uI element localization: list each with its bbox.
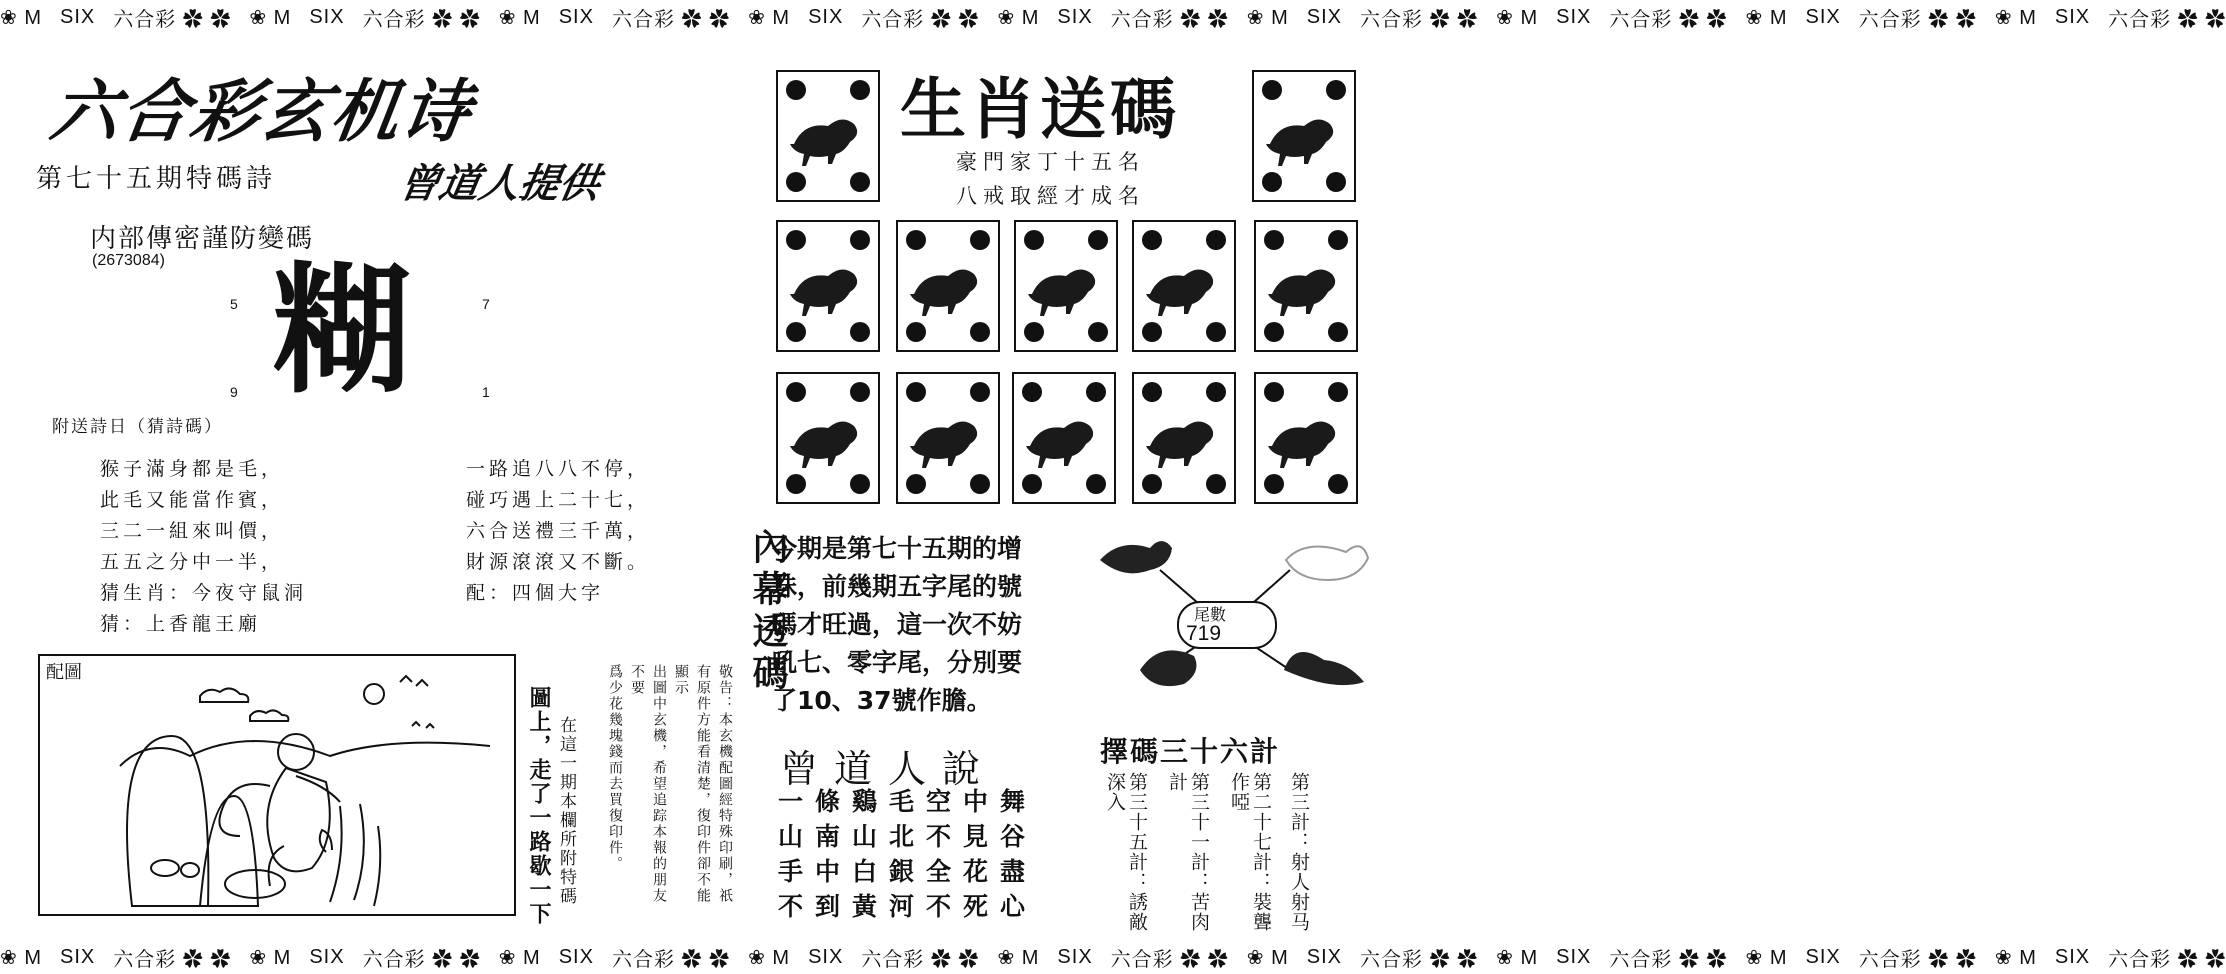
internal-line: 内部傳密謹防變碼 — [90, 224, 315, 254]
poem-line: 三二一組來叫價， — [100, 520, 285, 542]
saying-line: 不到黃河不死心 — [778, 892, 1038, 921]
number-dot — [850, 322, 870, 342]
band-text: 六合彩 ✿ ✿ — [1110, 8, 1229, 31]
band-text: SIX — [1306, 5, 1343, 28]
number-dot — [906, 322, 926, 342]
band-text: 六合彩 ✿ ✿ — [861, 8, 980, 31]
monkey-icon — [908, 408, 988, 468]
number-dot — [850, 382, 870, 402]
story-line: 碼才旺過，這一次不妨 — [772, 610, 1023, 639]
band-text: SIX — [1805, 945, 1841, 968]
story-line: 吼七、零字尾，分別要 — [772, 648, 1023, 677]
zodiac-card — [1132, 220, 1236, 352]
notice-line: 出圖中玄機，希望追踪本報的朋友不要 — [629, 664, 667, 904]
zodiac-card — [1254, 372, 1358, 504]
band-text: SIX — [59, 945, 96, 968]
number-dot — [1328, 322, 1348, 342]
picture-frame — [38, 654, 516, 916]
band-text: ❀ M — [498, 946, 541, 969]
band-text: SIX — [808, 945, 844, 968]
band-text: ❀ M — [748, 6, 791, 29]
corner-number-bottom-left: 9 — [230, 384, 238, 400]
number-dot — [1264, 474, 1284, 494]
band-text: SIX — [1805, 5, 1841, 28]
zodiac-card — [776, 372, 880, 504]
number-dot — [906, 474, 926, 494]
number-dot — [850, 80, 870, 100]
tail-label: 尾數 — [1194, 605, 1227, 624]
band-text: SIX — [2054, 5, 2091, 28]
number-dot — [1142, 382, 1162, 402]
band-text: ❀ M — [1745, 6, 1788, 29]
band-text: ❀ M — [249, 946, 292, 969]
band-text: ❀ M — [1496, 946, 1539, 969]
poem-line: 配：四個大字 — [466, 582, 605, 604]
band-text: 六合彩 ✿ ✿ — [1609, 948, 1728, 971]
band-text: ❀ M — [997, 946, 1040, 969]
band-text: 六合彩 ✿ ✿ — [1360, 948, 1479, 971]
plans-title: 擇碼三十六計 — [1100, 735, 1281, 768]
number-dot — [850, 230, 870, 250]
zodiac-card — [1254, 220, 1358, 352]
band-text: 六合彩 ✿ ✿ — [611, 948, 731, 971]
dog-icon — [1144, 408, 1224, 468]
zodiac-card — [896, 372, 1000, 504]
number-dot — [1022, 474, 1042, 494]
zodiac-card — [776, 220, 880, 352]
band-text: SIX — [1556, 945, 1592, 968]
number-dot — [1086, 382, 1106, 402]
band-text: 六合彩 ✿ ✿ — [113, 948, 232, 971]
number-dot — [1142, 230, 1162, 250]
number-dot — [906, 230, 926, 250]
top-border-band — [0, 0, 2226, 34]
band-text: 六合彩 ✿ ✿ — [362, 948, 481, 971]
number-dot — [1264, 230, 1284, 250]
picture-caption-b: 在這一期本欄所附特碼 — [556, 716, 576, 906]
poem-line: 六合送禮三千萬， — [466, 520, 651, 542]
poem-line: 猴子滿身都是毛， — [100, 458, 285, 480]
band-text: ❀ M — [748, 946, 791, 969]
notice-line: 有原件方能看清楚，復印件卻不能顯示 — [673, 664, 711, 904]
corner-number-top-right: 7 — [482, 296, 490, 312]
band-text: SIX — [1306, 945, 1343, 968]
number-dot — [786, 230, 806, 250]
number-dot — [786, 172, 806, 192]
number-dot — [1088, 230, 1108, 250]
story-line: 今期是第七十五期的增 — [772, 534, 1023, 563]
plan-item: 第二十七計：裝聾作啞 — [1228, 772, 1272, 932]
rooster-icon — [1024, 408, 1104, 468]
number-dot — [1262, 172, 1282, 192]
band-text: SIX — [1556, 5, 1592, 28]
band-text: 六合彩 ✿ ✿ — [1110, 948, 1229, 971]
number-dot — [786, 322, 806, 342]
number-dot — [1328, 230, 1348, 250]
band-text: SIX — [2054, 945, 2091, 968]
monkey-illustration — [40, 656, 514, 914]
curtain-label: 內幕透碼 — [747, 528, 788, 696]
tail-value: 719 — [1186, 622, 1222, 645]
band-text: ❀ M — [1745, 946, 1788, 969]
number-dot — [1328, 382, 1348, 402]
extra-poem-title: 附送詩日（猜詩碼） — [52, 417, 223, 437]
ox-icon — [1264, 106, 1344, 166]
bottom-border-band — [0, 940, 2226, 974]
number-dot — [970, 322, 990, 342]
band-text: SIX — [1057, 5, 1093, 28]
plan-item: 第三計：射人射马 — [1288, 772, 1310, 932]
number-dot — [786, 382, 806, 402]
band-text: 六合彩 ✿ ✿ — [2108, 948, 2226, 971]
poem-right — [466, 454, 650, 609]
number-dot — [850, 474, 870, 494]
saying-line: 手中白銀全花盡 — [778, 857, 1038, 886]
band-text: ❀ M — [1994, 6, 2037, 29]
band-text: ❀ M — [249, 6, 292, 29]
zodiac-card — [896, 220, 1000, 352]
number-dot — [1262, 80, 1282, 100]
notice-block — [604, 664, 736, 908]
big-character: 糊 — [272, 250, 413, 413]
number-dot — [1088, 322, 1108, 342]
picture-caption-a: 圖上，走了一路歇一下 — [526, 686, 552, 926]
poem-line: 五五之分中一半， — [100, 551, 285, 573]
poem-line: 猜：上香龍王廟 — [100, 613, 262, 635]
period-line: 第七十五期特碼詩 — [36, 164, 277, 194]
band-text: SIX — [309, 5, 345, 28]
notice-line: 爲少花幾塊錢而去買復印件。 — [607, 664, 623, 872]
band-text: 六合彩 ✿ ✿ — [861, 948, 980, 971]
story-block — [772, 530, 1072, 720]
band-text: SIX — [558, 945, 594, 968]
number-dot — [1142, 474, 1162, 494]
band-text: 六合彩 ✿ ✿ — [113, 8, 232, 31]
band-text: 六合彩 ✿ ✿ — [1858, 8, 1977, 31]
goat-icon — [788, 408, 868, 468]
zodiac-card — [1132, 372, 1236, 504]
band-text: ❀ M — [1246, 6, 1289, 29]
number-dot — [1086, 474, 1106, 494]
page-title: 六合彩玄机诗 — [45, 73, 477, 152]
pig-icon — [1266, 408, 1346, 468]
band-text: 六合彩 ✿ ✿ — [611, 8, 731, 31]
poem-left — [100, 454, 307, 640]
saying-line: 一條鷄毛空中舞 — [778, 787, 1038, 816]
band-text: ❀ M — [997, 6, 1040, 29]
number-dot — [970, 230, 990, 250]
number-dot — [1142, 322, 1162, 342]
number-dot — [1264, 322, 1284, 342]
corner-number-bottom-right: 1 — [482, 384, 490, 400]
poem-line: 此毛又能當作賓， — [100, 489, 285, 511]
provider-line: 曾道人提供 — [395, 161, 604, 207]
poem-line: 猜生肖：今夜守鼠洞 — [100, 582, 308, 604]
tail-diagram — [1080, 520, 1380, 710]
plan-item: 第三十一計：苦肉計 — [1166, 772, 1210, 932]
dragon-icon — [1026, 256, 1106, 316]
rabbit-icon — [908, 256, 988, 316]
number-dot — [1206, 322, 1226, 342]
zodiac-card — [1014, 220, 1118, 352]
number-dot — [970, 474, 990, 494]
band-text: 六合彩 ✿ ✿ — [1858, 948, 1977, 971]
band-text: ❀ M — [1994, 946, 2037, 969]
number-dot — [1206, 230, 1226, 250]
snake-icon — [1144, 256, 1224, 316]
number-dot — [1024, 230, 1044, 250]
number-dot — [786, 80, 806, 100]
number-dot — [1264, 382, 1284, 402]
band-text: ❀ M — [1246, 946, 1289, 969]
number-dot — [1328, 474, 1348, 494]
saying-line: 山南山北不見谷 — [778, 822, 1038, 851]
number-dot — [786, 474, 806, 494]
band-text: ❀ M — [498, 6, 541, 29]
tagline-2: 八戒取經才成名 — [956, 184, 1145, 208]
zodiac-card — [1012, 372, 1116, 504]
notice-line: 敬告：本玄機配圖經特殊印刷，祇 — [717, 664, 733, 904]
band-text: ❀ M — [1496, 6, 1539, 29]
saying-title: 曾道人說 — [780, 747, 997, 791]
phone-number: (2673084) — [92, 252, 165, 269]
saying-block — [778, 784, 1037, 924]
zodiac-card — [1252, 70, 1356, 202]
band-text: SIX — [558, 5, 594, 28]
band-text: 六合彩 ✿ ✿ — [362, 8, 481, 31]
corner-number-top-left: 5 — [230, 296, 238, 312]
number-dot — [1326, 172, 1346, 192]
number-dot — [1206, 382, 1226, 402]
zodiac-card — [776, 70, 880, 202]
band-text: 六合彩 ✿ ✿ — [1609, 8, 1728, 31]
number-dot — [906, 382, 926, 402]
band-text: ❀ M — [0, 6, 42, 29]
band-text: 六合彩 ✿ ✿ — [1360, 8, 1479, 31]
band-text: SIX — [59, 5, 96, 28]
number-dot — [1326, 80, 1346, 100]
number-dot — [1024, 322, 1044, 342]
zodiac-title: 生肖送碼 — [900, 71, 1180, 148]
tiger-icon — [788, 256, 868, 316]
plan-item: 第三十五計：誘敵深入 — [1104, 772, 1148, 932]
story-line: 了10、37號作膽。 — [772, 686, 992, 715]
story-line: 珠，前幾期五字尾的號 — [772, 572, 1023, 601]
band-text: ❀ M — [0, 946, 42, 969]
band-text: SIX — [309, 945, 345, 968]
number-dot — [970, 382, 990, 402]
number-dot — [850, 172, 870, 192]
number-dot — [1206, 474, 1226, 494]
band-text: 六合彩 ✿ ✿ — [2108, 8, 2226, 31]
rat-icon — [788, 106, 868, 166]
tagline-1: 豪門家丁十五名 — [956, 150, 1145, 174]
band-text: SIX — [1057, 945, 1093, 968]
poem-line: 碰巧遇上二十七， — [466, 489, 651, 511]
horse-icon — [1266, 256, 1346, 316]
number-dot — [1022, 382, 1042, 402]
poem-line: 一路追八八不停， — [466, 458, 651, 480]
picture-label: 配圖 — [46, 662, 82, 683]
poem-line: 財源滾滾又不斷。 — [466, 551, 651, 573]
band-text: SIX — [808, 5, 844, 28]
